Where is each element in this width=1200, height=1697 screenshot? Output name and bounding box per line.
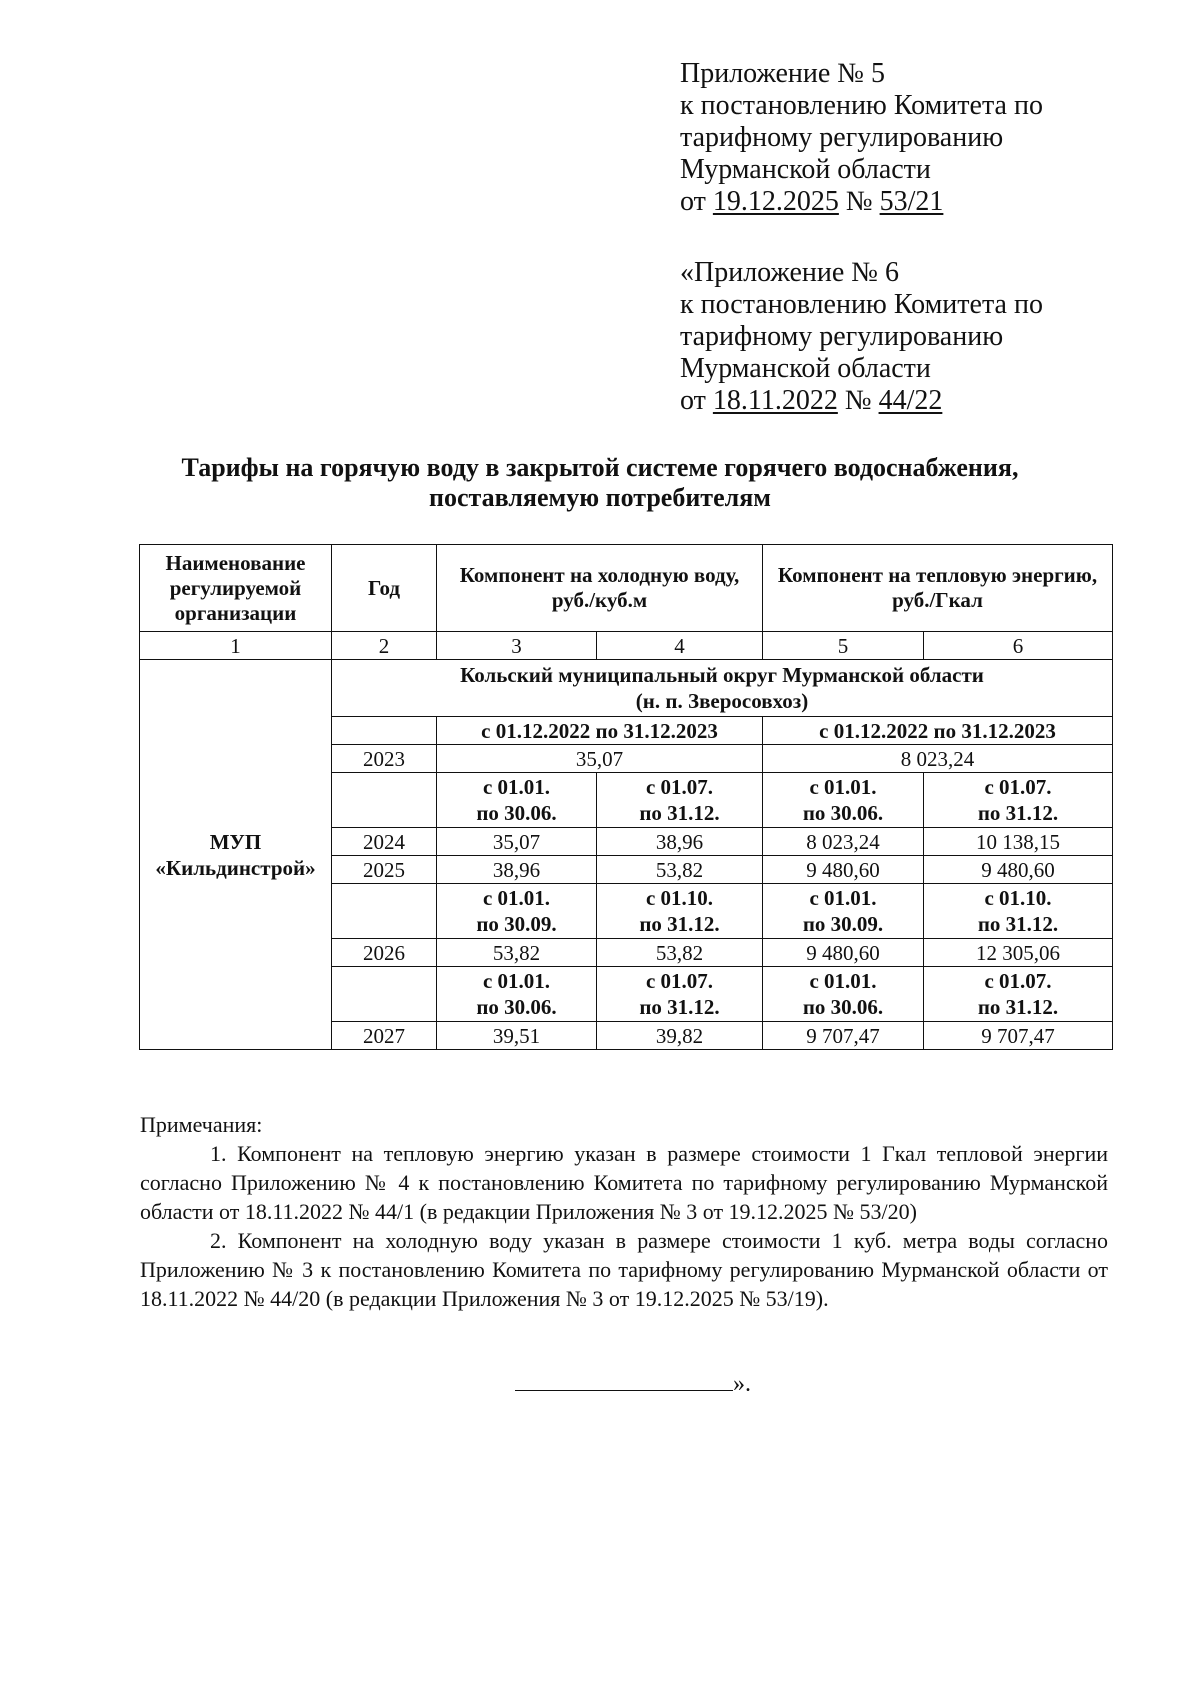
period-cell bbox=[597, 967, 763, 1022]
column-number: 5 bbox=[763, 632, 924, 660]
heat-value-cell: 8 023,24 bbox=[763, 745, 1113, 773]
note-1: 1. Компонент на тепловую энергию указан в размере стоимости 1 Гкал тепловой энергии согласно Приложению № 4 к постановлению Комитета по тарифному регулированию Мурманской области от 18.11.2022 № 44/1 (в редакции Приложения № 3 от 19.12.2025 № 53/20) bbox=[140, 1141, 1108, 1224]
period-to: по 30.09. bbox=[476, 912, 557, 936]
column-number: 1 bbox=[140, 632, 332, 660]
period-from: с 01.01. bbox=[809, 775, 877, 799]
period-from: с 01.10. bbox=[984, 886, 1052, 910]
header-org: Наименование регулируемой организации bbox=[140, 545, 332, 632]
cold-value-cell: 38,96 bbox=[437, 856, 597, 884]
appendix-6-header bbox=[680, 257, 1160, 417]
period-cell bbox=[763, 884, 924, 939]
header-year: Год bbox=[332, 545, 437, 632]
period-cell bbox=[597, 773, 763, 828]
period-to: по 30.06. bbox=[802, 995, 884, 1019]
appendix-6-line2: к постановлению Комитета по bbox=[680, 289, 1043, 320]
period-from: с 01.01. bbox=[809, 969, 877, 993]
tariff-table bbox=[139, 544, 1113, 1050]
appendix-6-date-prefix: от bbox=[680, 385, 713, 416]
heat-value-cell: 9 480,60 bbox=[763, 939, 924, 967]
period-year-empty bbox=[332, 717, 437, 745]
appendix-6-number-prefix: № bbox=[837, 385, 879, 416]
cold-value-cell: 53,82 bbox=[597, 939, 763, 967]
heat-value-cell: 9 707,47 bbox=[924, 1022, 1113, 1050]
heat-value-cell: 9 480,60 bbox=[924, 856, 1113, 884]
closing-line bbox=[515, 1370, 751, 1398]
period-from: с 01.07. bbox=[984, 775, 1052, 799]
period-from: с 01.10. bbox=[645, 886, 714, 910]
period-to: по 31.12. bbox=[977, 912, 1059, 936]
cold-value-cell: 39,51 bbox=[437, 1022, 597, 1050]
period-2023-heat: с 01.12.2022 по 31.12.2023 bbox=[763, 717, 1113, 745]
appendix-5-number: 53/21 bbox=[879, 186, 944, 217]
document-title-line2: поставляемую потребителям bbox=[429, 483, 771, 512]
note-2: 2. Компонент на холодную воду указан в размере стоимости 1 куб. метра воды согласно Приложению № 3 к постановлению Комитета по тарифному регулированию Мурманской области от 18.11.2022 № 44/20 (в редакции Приложения № 3 от 19.12.2025 № 53/19). bbox=[140, 1228, 1108, 1311]
period-cell bbox=[924, 884, 1113, 939]
period-to: по 31.12. bbox=[977, 995, 1059, 1019]
appendix-5-date-prefix: от bbox=[680, 186, 713, 217]
period-year-empty bbox=[332, 773, 437, 828]
period-to: по 30.09. bbox=[802, 912, 884, 936]
period-2023-cold: с 01.12.2022 по 31.12.2023 bbox=[437, 717, 763, 745]
notes-title: Примечания: bbox=[140, 1112, 263, 1137]
column-number: 4 bbox=[597, 632, 763, 660]
period-from: с 01.01. bbox=[482, 886, 551, 910]
period-to: по 31.12. bbox=[977, 801, 1059, 825]
period-year-empty bbox=[332, 884, 437, 939]
appendix-5-line4: Мурманской области bbox=[680, 154, 931, 185]
document-title-line1: Тарифы на горячую воду в закрытой системе горячего водоснабжения, bbox=[181, 453, 1019, 482]
period-cell bbox=[437, 967, 597, 1022]
cold-value-cell: 53,82 bbox=[597, 856, 763, 884]
column-number-row bbox=[140, 632, 1113, 660]
organization-name-line1: МУП bbox=[209, 829, 262, 854]
column-number: 6 bbox=[924, 632, 1113, 660]
period-cell bbox=[763, 773, 924, 828]
region-name bbox=[332, 660, 1113, 717]
period-from: с 01.07. bbox=[984, 969, 1052, 993]
period-to: по 30.06. bbox=[802, 801, 884, 825]
period-cell bbox=[924, 967, 1113, 1022]
appendix-5-line2: к постановлению Комитета по bbox=[680, 90, 1043, 121]
appendix-6-number: 44/22 bbox=[878, 385, 943, 416]
period-year-empty bbox=[332, 967, 437, 1022]
closing-quote: ». bbox=[733, 1371, 751, 1397]
region-row bbox=[140, 660, 1113, 717]
appendix-6-line3: тарифному регулированию bbox=[680, 321, 1004, 352]
heat-value-cell: 10 138,15 bbox=[924, 828, 1113, 856]
organization-name bbox=[140, 660, 332, 1050]
period-to: по 30.06. bbox=[476, 995, 557, 1019]
column-number: 3 bbox=[437, 632, 597, 660]
cold-value-cell: 39,82 bbox=[597, 1022, 763, 1050]
appendix-5-date-line bbox=[680, 186, 1160, 218]
heat-value-cell: 9 707,47 bbox=[763, 1022, 924, 1050]
appendix-5-title: Приложение № 5 bbox=[680, 58, 885, 89]
appendix-5-line3: тарифному регулированию bbox=[680, 122, 1004, 153]
header-heat-component: Компонент на тепловую энергию, руб./Гкал bbox=[763, 545, 1113, 632]
table-header-row bbox=[140, 545, 1113, 632]
appendix-5-number-prefix: № bbox=[838, 186, 880, 217]
period-to: по 31.12. bbox=[639, 801, 720, 825]
year-cell: 2024 bbox=[332, 828, 437, 856]
period-from: с 01.01. bbox=[482, 775, 551, 799]
period-cell bbox=[763, 967, 924, 1022]
heat-value-cell: 12 305,06 bbox=[924, 939, 1113, 967]
appendix-5-header bbox=[680, 58, 1160, 218]
period-from: с 01.07. bbox=[645, 969, 714, 993]
notes-section bbox=[140, 1110, 1108, 1313]
heat-value-cell: 8 023,24 bbox=[763, 828, 924, 856]
region-name-line2: (н. п. Зверосовхоз) bbox=[635, 689, 809, 713]
period-cell bbox=[924, 773, 1113, 828]
cold-value-cell: 35,07 bbox=[437, 828, 597, 856]
appendix-5-date: 19.12.2025 bbox=[712, 186, 839, 217]
period-from: с 01.07. bbox=[645, 775, 714, 799]
appendix-6-date: 18.11.2022 bbox=[712, 385, 838, 416]
year-cell: 2023 bbox=[332, 745, 437, 773]
cold-value-cell: 35,07 bbox=[437, 745, 763, 773]
year-cell: 2025 bbox=[332, 856, 437, 884]
appendix-6-date-line bbox=[680, 385, 1160, 417]
appendix-6-line4: Мурманской области bbox=[680, 353, 931, 384]
year-cell: 2026 bbox=[332, 939, 437, 967]
year-cell: 2027 bbox=[332, 1022, 437, 1050]
column-number: 2 bbox=[332, 632, 437, 660]
period-to: по 31.12. bbox=[639, 912, 720, 936]
signature-underline bbox=[515, 1370, 733, 1391]
period-to: по 31.12. bbox=[639, 995, 720, 1019]
document-title bbox=[100, 453, 1100, 513]
appendix-6-title: «Приложение № 6 bbox=[680, 257, 899, 288]
period-cell bbox=[437, 773, 597, 828]
region-name-line1: Кольский муниципальный округ Мурманской области bbox=[460, 663, 984, 687]
cold-value-cell: 38,96 bbox=[597, 828, 763, 856]
organization-name-line2: «Кильдинстрой» bbox=[155, 855, 316, 880]
period-cell bbox=[437, 884, 597, 939]
period-from: с 01.01. bbox=[809, 886, 877, 910]
header-cold-component: Компонент на холодную воду, руб./куб.м bbox=[437, 545, 763, 632]
cold-value-cell: 53,82 bbox=[437, 939, 597, 967]
heat-value-cell: 9 480,60 bbox=[763, 856, 924, 884]
period-to: по 30.06. bbox=[476, 801, 557, 825]
period-cell bbox=[597, 884, 763, 939]
period-from: с 01.01. bbox=[482, 969, 551, 993]
